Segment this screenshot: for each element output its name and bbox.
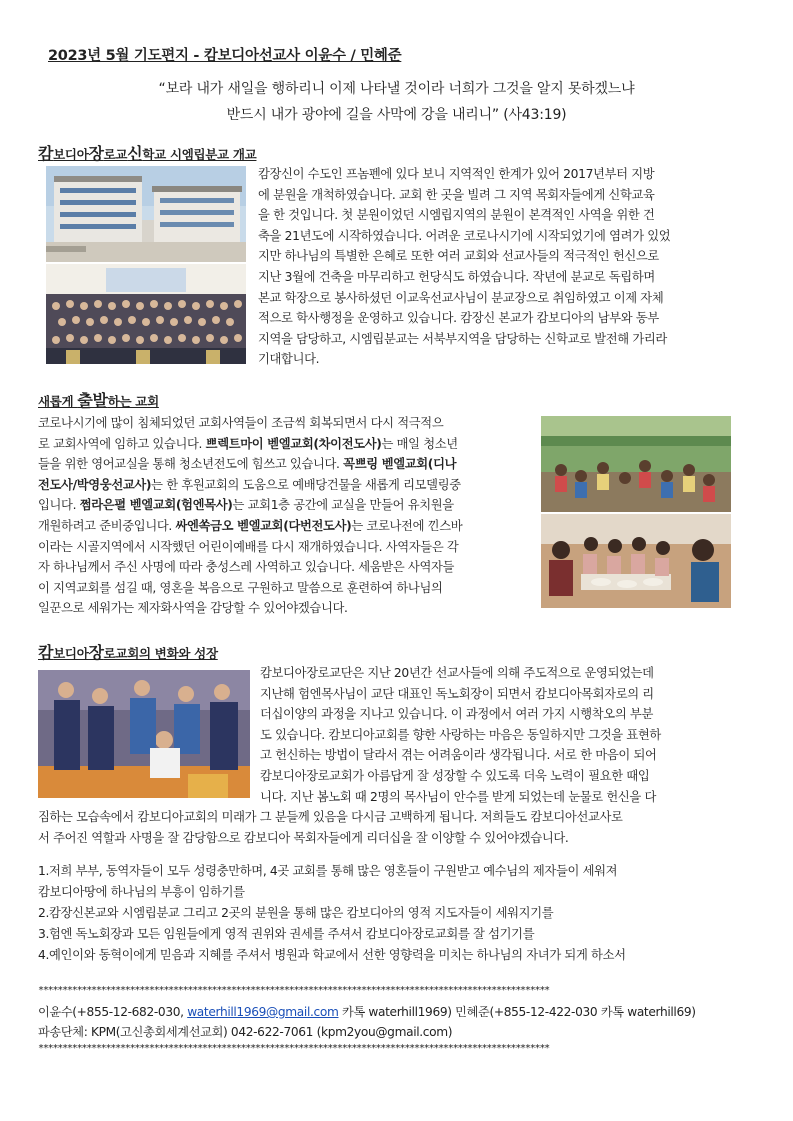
body-line: 짐하는 모습속에서 캄보디아교회의 미래가 그 분들께 있음을 다시금 고백하게 됩니다. 저희들도 캄보디아선교사로 (38, 810, 623, 824)
heading-part: 캄 (38, 144, 54, 163)
church-name-dabun: 싸엔쏙금오 벧엘교회(다번전도사) (175, 518, 352, 533)
body-line: 지난해 험엔목사님이 교단 대표인 독노회장이 되면서 캄보디아목회자로의 리 (260, 686, 654, 701)
body-line: 축을 21년도에 시작하였습니다. 어려운 코로나시기에 시작되었기에 염려가 있었 (258, 228, 671, 243)
church-name-dina-cont: 전도사/박영웅선교사) (38, 477, 152, 492)
body-text: 는 한 후원교회의 도움으로 예배당건물을 새롭게 리모델링중 (151, 477, 461, 492)
body-line: 서 주어진 역할과 사명을 잘 감당함으로 캄보디아 목회자들에게 리더십을 잘 이양할 수 있어야겠습니다. (38, 830, 569, 845)
contact-text: 이윤수(+855-12-682-030, (38, 1005, 188, 1019)
letter-title: 2023년 5월 기도편지 - 캄보디아선교사 이윤수 / 민혜준 (48, 48, 402, 64)
heading-part: 보디아 (53, 646, 89, 661)
email-link[interactable]: waterhill1969@gmail.com (187, 1005, 339, 1019)
church-name-dina: 꼭쁘링 벧엘교회(디나 (343, 457, 457, 472)
heading-part: 로교회의 변화와 성장 (103, 646, 218, 661)
body-text: 들을 위한 영어교실을 통해 청소년전도에 힘쓰고 있습니다. (38, 457, 344, 472)
body-line: 지만 하나님의 특별한 은혜로 또한 여러 교회와 선교사들의 적극적인 헌신으로 (258, 249, 659, 264)
children-meal-photo (541, 514, 731, 608)
heading-part: 하는 교회 (107, 394, 159, 409)
body-line: 적으로 학사행정을 운영하고 있습니다. 캄장신 본교가 캄보디아의 남부와 동부 (258, 311, 659, 326)
heading-part: 새롭게 (38, 394, 78, 409)
body-line: 캄보디아장로교단은 지난 20년간 선교사들에 의해 주도적으로 운영되었는데 (260, 666, 654, 680)
prayer-item: 2.캄장신본교와 시엠립분교 그리고 2곳의 분원을 통해 많은 캄보디아의 영적 지도자들이 세워지기를 (38, 906, 554, 920)
heading-part: 학교 시엠립분교 개교 (142, 147, 257, 162)
dedication-group-photo (46, 264, 246, 364)
contact-line-2: 파송단체: KPM(고신총회세계선교회) 042-622-7061 (kpm2you@gmail.com) (38, 1025, 453, 1039)
section2-body (38, 413, 535, 619)
section3-heading (38, 640, 218, 663)
body-text: 로 교회사역에 임하고 있습니다. (38, 436, 206, 451)
body-line: 에 분원을 개척하였습니다. 교회 한 곳을 빌려 그 지역 목회자들에게 신학교육 (258, 187, 655, 202)
body-line: 캄보디아장로교회가 아름답게 잘 성장할 수 있도록 더욱 노력이 필요한 때입 (260, 768, 650, 783)
section2-heading (38, 388, 159, 411)
verse-line-1: “보라 내가 새일을 행하리니 이제 나타낼 것이라 너희가 그것을 알지 못하겠느냐 (158, 81, 635, 97)
body-text: 입니다. (38, 498, 80, 513)
section1-body (258, 164, 756, 370)
body-line: 더십이양의 과정을 지나고 있습니다. 이 과정에서 여러 가지 시행착오의 부분 (260, 707, 653, 722)
heading-part: 신 (127, 144, 143, 163)
verse-line-2: 반드시 내가 광야에 길을 사막에 강을 내리니” (사43:19) (226, 107, 567, 123)
section1-heading (38, 141, 256, 164)
contact-line-1 (38, 1003, 696, 1020)
body-text: 코로나시기에 많이 침체되었던 교회사역들이 조금씩 회복되면서 다시 적극적으 (38, 416, 444, 430)
heading-part: 보디아 (53, 147, 89, 162)
heading-part: 캄 (38, 643, 54, 662)
star-divider-bottom: ********************************************************************************************************** (38, 1043, 549, 1054)
children-outdoor-photo (541, 416, 731, 512)
body-text: 는 코로나전에 낀스바 (351, 518, 463, 533)
heading-part: 로교 (103, 147, 128, 162)
body-line: 기대합니다. (258, 352, 320, 367)
section3-body-narrow (260, 663, 758, 807)
body-line: 도 있습니다. 캄보디아교회를 향한 사랑하는 마음은 동일하지만 그것을 표현하 (260, 727, 661, 742)
body-line: 을 한 것입니다. 첫 분원이었던 시엠립지역의 분원이 본격적인 사역을 위한 건 (258, 208, 655, 223)
section3-body-wide (38, 807, 758, 848)
prayer-list (38, 861, 758, 966)
prayer-item: 4.예인이와 동혁이에게 믿음과 지혜를 주셔서 병원과 학교에서 선한 영향력을 미치는 하나님의 자녀가 되게 하소서 (38, 948, 626, 962)
ordination-photo (38, 670, 250, 798)
body-line: 본교 학장으로 봉사하셨던 이교욱선교사님이 분교장으로 취임하였고 이제 자체 (258, 290, 664, 305)
heading-part: 장 (88, 643, 104, 662)
body-text: 는 매일 청소년 (381, 436, 458, 451)
church-name-chai: 쁘렉트마이 벧엘교회(차이전도사) (205, 436, 382, 451)
body-text: 일꾼으로 세워가는 제자화사역을 감당할 수 있어야겠습니다. (38, 601, 348, 616)
school-building-photo (46, 166, 246, 262)
contact-text: 카톡 waterhill1969) 민혜준(+855-12-422-030 카톡 waterhill69) (338, 1005, 696, 1019)
body-line: 니다. 지난 봄노회 때 2명의 목사님이 안수를 받게 되었는데 눈물로 헌신을 다 (260, 789, 657, 804)
body-text: 이 지역교회를 섬길 때, 영혼을 복음으로 구원하고 말씀으로 훈련하여 하나님의 (38, 580, 443, 595)
body-line: 지역을 담당하고, 시엠립분교는 서북부지역을 담당하는 신학교로 발전해 가리라 (258, 331, 667, 346)
body-line: 지난 3월에 건축을 마무리하고 헌당식도 하였습니다. 작년에 분교로 독립하며 (258, 269, 655, 284)
heading-part: 장 (88, 144, 104, 163)
heading-part: 출발 (77, 391, 108, 410)
body-text: 는 교회1층 공간에 교실을 만들어 유치원을 (232, 498, 454, 513)
body-text: 자 하나님께서 주신 사명에 따라 충성스레 사역하고 있습니다. 세움받은 사역자들 (38, 560, 455, 575)
body-line: 캄장신이 수도인 프놈펜에 있다 보니 지역적인 한계가 있어 2017년부터 지방 (258, 167, 655, 181)
prayer-item: 3.험엔 독노회장과 모든 임원들에게 영적 권위와 권세를 주셔서 캄보디아장로교회를 잘 섬기기를 (38, 927, 535, 941)
star-divider-top: ********************************************************************************************************** (38, 985, 549, 996)
body-text: 개원하려고 준비중입니다. (38, 518, 176, 533)
prayer-item: 1.저희 부부, 동역자들이 모두 성령충만하며, 4곳 교회를 통해 많은 영혼들이 구원받고 예수님의 제자들이 세워져 (38, 864, 618, 878)
prayer-item: 캄보디아땅에 하나님의 부흥이 임하기를 (38, 885, 245, 899)
body-line: 고 헌신하는 방법이 달라서 겪는 어려움이라 생각됩니다. 서로 한 마음이 되어 (260, 748, 657, 763)
church-name-hemen: 쩜라은펼 벧엘교회(험엔목사) (79, 498, 233, 513)
body-text: 이라는 시골지역에서 시작했던 어린이예배를 다시 재개하였습니다. 사역자들은 각 (38, 539, 459, 554)
